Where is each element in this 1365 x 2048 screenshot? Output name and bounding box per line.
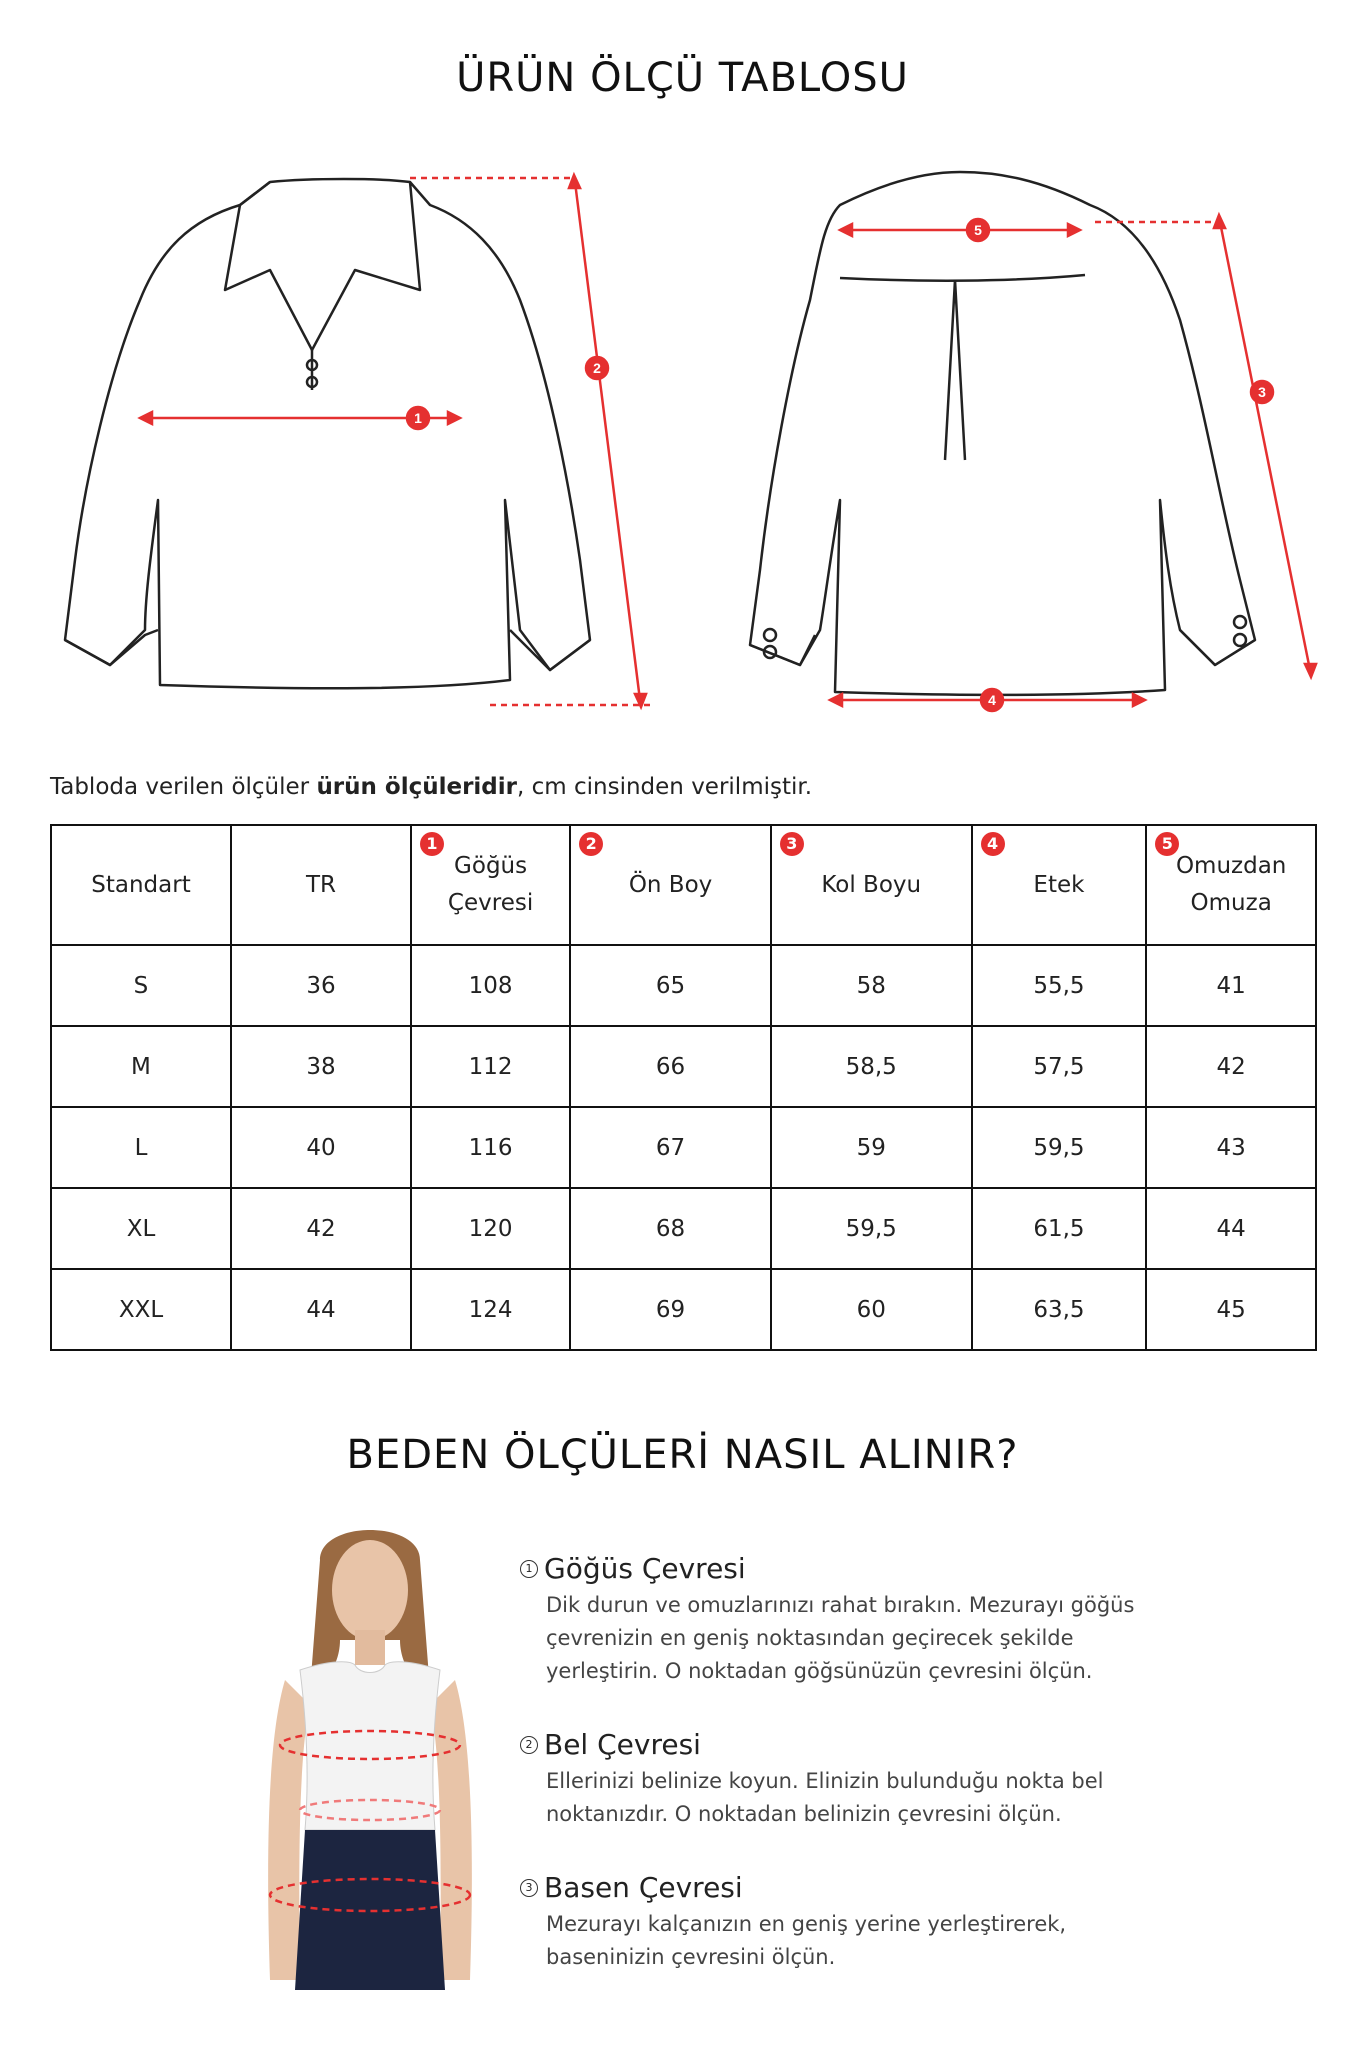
table-row (51, 1107, 1316, 1188)
table-cell: 124 (411, 1269, 570, 1350)
table-cell: 60 (771, 1269, 972, 1350)
header-kol-boyu: 3 Kol Boyu (771, 825, 972, 945)
marker-2: 2 (593, 360, 601, 376)
table-note: Tabloda verilen ölçüler ürün ölçüleridir, cm cinsinden verilmiştir. (50, 774, 813, 800)
step-title: Basen Çevresi (544, 1871, 743, 1904)
step-text: Mezurayı kalçanızın en geniş yerine yerleştirerek, baseninizin çevresini ölçün. (546, 1912, 1067, 1969)
step-number: 2 (520, 1736, 538, 1754)
front-garment-diagram (50, 160, 670, 740)
table-cell: M (51, 1026, 231, 1107)
model-photo (240, 1510, 500, 1990)
table-cell: 38 (231, 1026, 411, 1107)
table-cell: 40 (231, 1107, 411, 1188)
table-cell: XXL (51, 1269, 231, 1350)
table-cell: 42 (231, 1188, 411, 1269)
table-cell: 36 (231, 945, 411, 1026)
marker-4: 4 (988, 692, 996, 708)
step-title: Bel Çevresi (544, 1728, 701, 1761)
step-number: 3 (520, 1879, 538, 1897)
table-row (51, 1269, 1316, 1350)
table-cell: 66 (570, 1026, 771, 1107)
table-cell: 59,5 (972, 1107, 1147, 1188)
step-number: 1 (520, 1560, 538, 1578)
table-cell: 57,5 (972, 1026, 1147, 1107)
table-cell: 61,5 (972, 1188, 1147, 1269)
step-title: Göğüs Çevresi (544, 1552, 746, 1585)
marker-5: 5 (974, 222, 982, 238)
table-cell: 63,5 (972, 1269, 1147, 1350)
table-cell: 42 (1146, 1026, 1316, 1107)
step-text: Ellerinizi belinize koyun. Elinizin bulunduğu nokta bel noktanızdır. O noktadan belinizin çevresini ölçün. (546, 1769, 1104, 1826)
header-etek: 4 Etek (972, 825, 1147, 945)
table-cell: 44 (231, 1269, 411, 1350)
table-cell: 59,5 (771, 1188, 972, 1269)
badge-1: 1 (420, 832, 444, 856)
table-cell: 43 (1146, 1107, 1316, 1188)
table-cell: 44 (1146, 1188, 1316, 1269)
size-table (50, 824, 1317, 1351)
step-text: Dik durun ve omuzlarınızı rahat bırakın. Mezurayı göğüs çevrenizin en geniş noktasından geçirecek şekilde yerleştirin. O noktadan göğsünüzün çevresini ölçün. (546, 1593, 1135, 1683)
table-row (51, 1026, 1316, 1107)
table-cell: XL (51, 1188, 231, 1269)
badge-4: 4 (981, 832, 1005, 856)
header-on-boy: 2 Ön Boy (570, 825, 771, 945)
product-size-title: ÜRÜN ÖLÇÜ TABLOSU (456, 55, 909, 101)
table-cell: 120 (411, 1188, 570, 1269)
table-cell: 45 (1146, 1269, 1316, 1350)
table-cell: 65 (570, 945, 771, 1026)
table-cell: 58,5 (771, 1026, 972, 1107)
badge-3: 3 (780, 832, 804, 856)
table-cell: 58 (771, 945, 972, 1026)
header-standart: Standart (51, 825, 231, 945)
header-gogus: 1 Göğüs Çevresi (411, 825, 570, 945)
marker-3: 3 (1258, 384, 1266, 400)
header-omuz: 5 Omuzdan Omuza (1146, 825, 1316, 945)
table-cell: 67 (570, 1107, 771, 1188)
table-row (51, 945, 1316, 1026)
body-measure-title: BEDEN ÖLÇÜLERİ NASIL ALINIR? (346, 1432, 1019, 1478)
table-cell: 55,5 (972, 945, 1147, 1026)
marker-1: 1 (414, 410, 422, 426)
table-cell: 41 (1146, 945, 1316, 1026)
table-row (51, 1188, 1316, 1269)
table-cell: 116 (411, 1107, 570, 1188)
badge-5: 5 (1155, 832, 1179, 856)
measure-steps (520, 1552, 1140, 2014)
table-header-row (51, 825, 1316, 945)
table-cell: L (51, 1107, 231, 1188)
step-chest (520, 1552, 1140, 1688)
table-cell: 59 (771, 1107, 972, 1188)
table-cell: 112 (411, 1026, 570, 1107)
header-tr: TR (231, 825, 411, 945)
table-cell: 68 (570, 1188, 771, 1269)
step-waist (520, 1728, 1140, 1831)
step-hip (520, 1871, 1140, 1974)
table-cell: 108 (411, 945, 570, 1026)
badge-2: 2 (579, 832, 603, 856)
table-cell: 69 (570, 1269, 771, 1350)
table-cell: S (51, 945, 231, 1026)
back-garment-diagram (700, 160, 1340, 740)
